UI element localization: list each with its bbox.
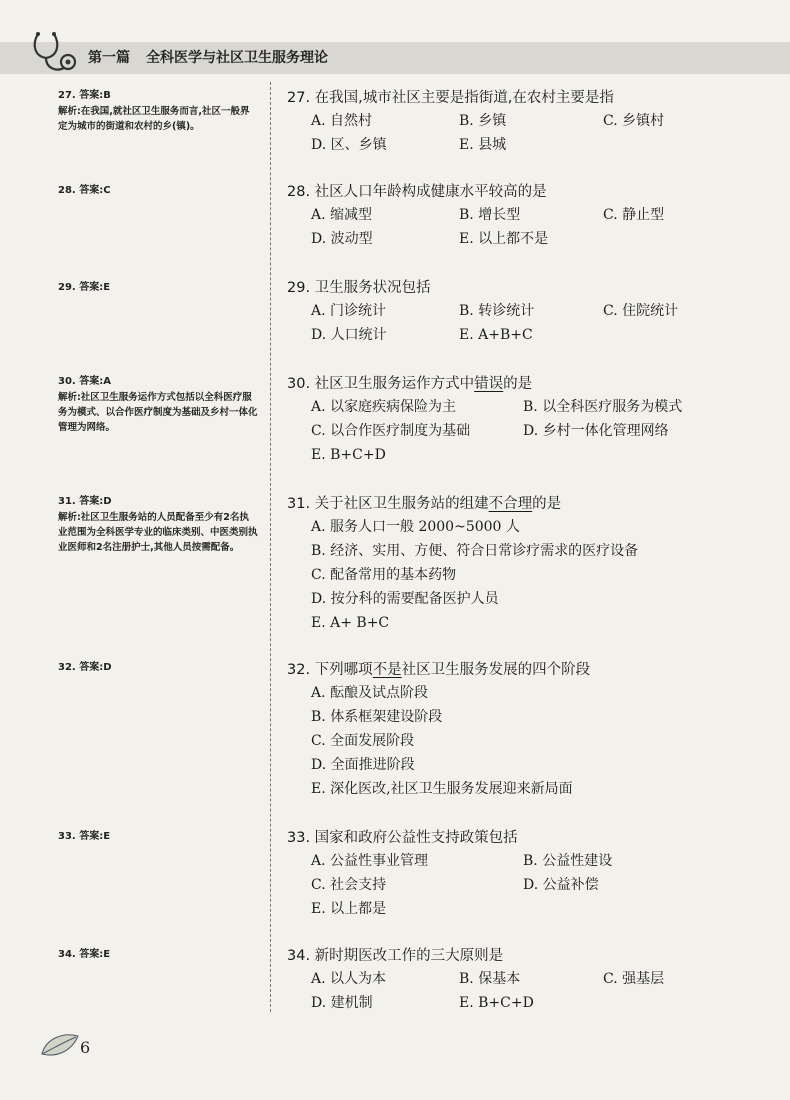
option-a[interactable]: A. 缩减型 [311, 207, 373, 223]
answer-label: 27. 答案:B [58, 90, 111, 101]
question-stem [287, 945, 757, 967]
option-b[interactable]: B. 转诊统计 [459, 303, 535, 319]
question-stem [287, 493, 757, 515]
option-b[interactable]: B. 以全科医疗服务为模式 [523, 399, 683, 415]
option-d[interactable]: D. 全面推进阶段 [311, 757, 415, 773]
question-stem [287, 87, 757, 109]
answer-28 [58, 183, 258, 199]
option-d[interactable]: D. 波动型 [311, 231, 373, 247]
question-emphasis: 错误 [474, 376, 504, 392]
answer-explanation: 解析:社区卫生服务站的人员配备至少有2名执业范围为全科医学专业的临床类别、中医类别执业医师和2名注册护士,其他人员按需配备。 [58, 512, 258, 553]
option-a[interactable]: A. 公益性事业管理 [311, 853, 429, 869]
question-text: 下列哪项 [314, 662, 373, 678]
option-a[interactable]: A. 酝酿及试点阶段 [311, 685, 429, 701]
answer-label: 33. 答案:E [58, 831, 111, 842]
question-33 [287, 827, 757, 921]
option-c[interactable]: C. 配备常用的基本药物 [311, 567, 457, 583]
question-number: 34. [287, 948, 311, 964]
question-text: 关于社区卫生服务站的组建 [314, 496, 489, 512]
option-e[interactable]: E. 深化医改,社区卫生服务发展迎来新局面 [311, 781, 573, 797]
answer-29 [58, 280, 258, 296]
question-text-end: 的是 [532, 496, 562, 512]
option-a[interactable]: A. 以人为本 [311, 971, 387, 987]
question-number: 27. [287, 90, 311, 106]
option-e[interactable]: E. B+C+D [311, 447, 386, 463]
question-text: 在我国,城市社区主要是指街道,在农村主要是指 [314, 90, 614, 106]
question-number: 29. [287, 280, 311, 296]
option-b[interactable]: B. 体系框架建设阶段 [311, 709, 443, 725]
option-c[interactable]: C. 住院统计 [603, 303, 679, 319]
answer-34 [58, 947, 258, 963]
question-text: 社区人口年龄构成健康水平较高的是 [314, 184, 547, 200]
question-stem [287, 181, 757, 203]
answer-explanation: 解析:在我国,就社区卫生服务而言,社区一般界定为城市的街道和农村的乡(镇)。 [58, 106, 250, 132]
question-number: 33. [287, 830, 311, 846]
option-a[interactable]: A. 以家庭疾病保险为主 [311, 399, 457, 415]
question-emphasis: 不是 [372, 662, 402, 678]
question-number: 28. [287, 184, 311, 200]
option-e[interactable]: E. 以上都不是 [459, 231, 549, 247]
header-part: 第一篇 [88, 50, 130, 66]
question-stem [287, 659, 757, 681]
question-30 [287, 373, 757, 467]
option-a[interactable]: A. 服务人口一般 2000~5000 人 [311, 519, 520, 535]
option-b[interactable]: B. 增长型 [459, 207, 521, 223]
answer-27 [58, 88, 258, 134]
option-c[interactable]: C. 强基层 [603, 971, 665, 987]
question-text: 卫生服务状况包括 [314, 280, 431, 296]
question-31 [287, 493, 757, 635]
question-stem [287, 827, 757, 849]
header-chapter-title: 全科医学与社区卫生服务理论 [146, 50, 328, 66]
option-c[interactable]: C. 社会支持 [311, 877, 387, 893]
option-c[interactable]: C. 乡镇村 [603, 113, 665, 129]
answer-label: 31. 答案:D [58, 496, 112, 507]
question-text-end: 的是 [503, 376, 533, 392]
option-a[interactable]: A. 自然村 [311, 113, 373, 129]
option-e[interactable]: E. 县城 [459, 137, 507, 153]
answer-30 [58, 374, 258, 435]
stethoscope-icon [30, 30, 78, 76]
option-d[interactable]: D. 公益补偿 [523, 877, 599, 893]
answer-label: 34. 答案:E [58, 949, 111, 960]
header-title [88, 47, 328, 67]
option-d[interactable]: D. 区、乡镇 [311, 137, 387, 153]
option-e[interactable]: E. A+ B+C [311, 615, 390, 631]
option-d[interactable]: D. 人口统计 [311, 327, 387, 343]
question-34 [287, 945, 757, 1015]
option-b[interactable]: B. 保基本 [459, 971, 521, 987]
option-e[interactable]: E. A+B+C [459, 327, 533, 343]
option-a[interactable]: A. 门诊统计 [311, 303, 387, 319]
question-28 [287, 181, 757, 251]
option-d[interactable]: D. 建机制 [311, 995, 373, 1011]
page-header [0, 0, 790, 80]
question-stem [287, 373, 757, 395]
column-divider [270, 82, 271, 1012]
option-b[interactable]: B. 乡镇 [459, 113, 507, 129]
answer-32 [58, 660, 258, 676]
question-text: 社区卫生服务运作方式中 [314, 376, 475, 392]
option-c[interactable]: C. 静止型 [603, 207, 665, 223]
question-27 [287, 87, 757, 157]
option-d[interactable]: D. 按分科的需要配备医护人员 [311, 591, 499, 607]
answer-label: 32. 答案:D [58, 662, 112, 673]
question-number: 30. [287, 376, 311, 392]
question-number: 31. [287, 496, 311, 512]
answer-31 [58, 494, 258, 555]
question-text-end: 社区卫生服务发展的四个阶段 [401, 662, 591, 678]
answer-explanation: 解析:社区卫生服务运作方式包括以全科医疗服务为模式、以合作医疗制度为基础及乡村一体化管理为网络。 [58, 392, 258, 433]
answer-label: 28. 答案:C [58, 185, 111, 196]
option-e[interactable]: E. B+C+D [459, 995, 534, 1011]
option-c[interactable]: C. 以合作医疗制度为基础 [311, 423, 471, 439]
question-stem [287, 277, 757, 299]
option-b[interactable]: B. 公益性建设 [523, 853, 613, 869]
option-c[interactable]: C. 全面发展阶段 [311, 733, 415, 749]
option-e[interactable]: E. 以上都是 [311, 901, 387, 917]
answer-33 [58, 829, 258, 845]
question-text: 新时期医改工作的三大原则是 [314, 948, 504, 964]
question-text: 国家和政府公益性支持政策包括 [314, 830, 518, 846]
option-d[interactable]: D. 乡村一体化管理网络 [523, 423, 669, 439]
question-29 [287, 277, 757, 347]
option-b[interactable]: B. 经济、实用、方便、符合日常诊疗需求的医疗设备 [311, 543, 639, 559]
question-emphasis: 不合理 [488, 496, 533, 512]
question-32 [287, 659, 757, 801]
answer-label: 29. 答案:E [58, 282, 111, 293]
answer-label: 30. 答案:A [58, 376, 111, 387]
page-number: 6 [80, 1038, 91, 1057]
leaf-icon [40, 1030, 80, 1060]
question-number: 32. [287, 662, 311, 678]
